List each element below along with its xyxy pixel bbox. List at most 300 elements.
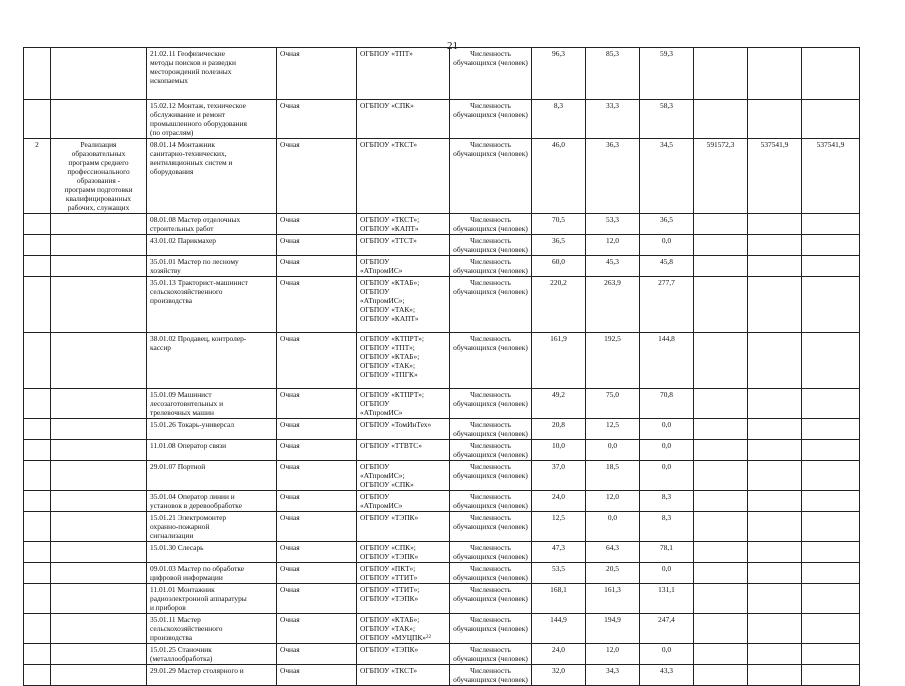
specialty-line: методы поисков и разведки: [150, 58, 236, 67]
specialty-line: 35.01.11 Мастер: [150, 615, 201, 624]
table-row: [24, 665, 860, 686]
value-cell: 220,2: [532, 277, 586, 333]
institution-line: ОГБПОУ «СПК»;: [360, 543, 416, 552]
finance-value: 591572,3: [706, 140, 735, 149]
value-cell: 36,5: [532, 235, 586, 256]
finance-cell: [802, 419, 860, 440]
group-index-cell: [24, 214, 51, 235]
value-cell: 168,1: [532, 584, 586, 614]
value-cell: 0,0: [640, 440, 694, 461]
institution-line: ОГБПОУ «СПК»: [360, 101, 414, 110]
table-body: [24, 48, 860, 686]
table-row: [24, 256, 860, 277]
indicator-cell: [450, 277, 532, 333]
institution-line: ОГБПОУ «ТЭПК»: [360, 552, 419, 561]
indicator-line: Численность: [470, 462, 511, 471]
group-index: 2: [35, 140, 39, 149]
indicator-cell: [450, 256, 532, 277]
value-cell: 59,3: [640, 48, 694, 100]
institution-line: ОГБПОУ «ТАК»;: [360, 624, 416, 633]
finance-cell: [748, 100, 802, 139]
group-title-cell: [51, 48, 147, 100]
form-cell: Очная: [277, 584, 357, 614]
finance-cell: [802, 461, 860, 491]
value-cell: 194,9: [586, 614, 640, 644]
group-title-line: Реализация: [80, 140, 117, 149]
specialty-line: строительных работ: [150, 224, 214, 233]
value-cell: 161,3: [586, 584, 640, 614]
indicator-line: Численность: [470, 645, 511, 654]
value-cell: 58,3: [640, 100, 694, 139]
finance-cell: [694, 461, 748, 491]
group-title-cell: [51, 389, 147, 419]
institution-cell: [357, 614, 450, 644]
group-title-line: программ среднего: [68, 158, 129, 167]
institution-line: ОГБПОУ «КТАБ»;: [360, 278, 420, 287]
table-row: [24, 100, 860, 139]
institution-line: «АТпромИС»;: [360, 471, 405, 480]
finance-cell: [694, 139, 748, 214]
table-row: [24, 440, 860, 461]
institution-line: ОГБПОУ: [360, 257, 390, 266]
value-cell: 47,3: [532, 542, 586, 563]
institution-line: ОГБПОУ «МУЦПК»$^{22}$: [360, 633, 431, 642]
indicator-line: обучающихся (человек): [453, 429, 528, 438]
specialty-line: санитарно-технических,: [150, 149, 227, 158]
indicator-line: обучающихся (человек): [453, 149, 528, 158]
group-index-cell: [24, 563, 51, 584]
indicator-cell: [450, 584, 532, 614]
institution-line: ОГБПОУ «КТАБ»;: [360, 615, 420, 624]
specialty-line: производства: [150, 296, 193, 305]
group-title-line: программ подготовки: [64, 185, 133, 194]
value-cell: 75,0: [586, 389, 640, 419]
institution-line: ОГБПОУ «ТПТ»: [360, 49, 413, 58]
value-cell: 60,0: [532, 256, 586, 277]
specialty-cell: [147, 333, 277, 389]
specialty-cell: [147, 100, 277, 139]
form-cell: Очная: [277, 491, 357, 512]
value-cell: 0,0: [640, 419, 694, 440]
institution-cell: [357, 214, 450, 235]
institution-cell: [357, 665, 450, 686]
value-cell: 0,0: [640, 563, 694, 584]
indicator-line: обучающихся (человек): [453, 399, 528, 408]
value-cell: 131,1: [640, 584, 694, 614]
institution-line: ОГБПОУ «ТТСТ»: [360, 236, 417, 245]
finance-cell: [748, 584, 802, 614]
indicator-line: Численность: [470, 585, 511, 594]
finance-cell: [694, 542, 748, 563]
institution-line: ОГБПОУ «ТЭПК»: [360, 594, 419, 603]
finance-cell: [802, 644, 860, 665]
institution-line: ОГБПОУ «ТТВТС»: [360, 441, 422, 450]
finance-cell: [694, 48, 748, 100]
institution-line: ОГБПОУ «КТАБ»;: [360, 352, 420, 361]
specialty-line: 15.02.12 Монтаж, техническое: [150, 101, 246, 110]
indicator-line: Численность: [470, 513, 511, 522]
value-cell: 0,0: [640, 235, 694, 256]
group-title-cell: [51, 419, 147, 440]
specialty-line: ископаемых: [150, 76, 188, 85]
finance-cell: [802, 100, 860, 139]
indicator-line: Численность: [470, 101, 511, 110]
indicator-line: обучающихся (человек): [453, 594, 528, 603]
value-cell: 20,8: [532, 419, 586, 440]
value-cell: 45,3: [586, 256, 640, 277]
table-row: [24, 419, 860, 440]
finance-cell: [802, 440, 860, 461]
table-row: [24, 512, 860, 542]
finance-cell: [694, 277, 748, 333]
finance-cell: [748, 512, 802, 542]
indicator-cell: [450, 419, 532, 440]
form-cell: Очная: [277, 542, 357, 563]
indicator-line: обучающихся (человек): [453, 522, 528, 531]
specialty-line: обслуживание и ремонт: [150, 110, 226, 119]
institution-cell: [357, 48, 450, 100]
specialty-line: хозяйству: [150, 266, 181, 275]
finance-cell: [694, 214, 748, 235]
finance-cell: [802, 584, 860, 614]
group-title-line: профессионального: [67, 167, 130, 176]
indicator-cell: [450, 614, 532, 644]
form-cell: Очная: [277, 644, 357, 665]
value-cell: 12,5: [532, 512, 586, 542]
value-cell: 161,9: [532, 333, 586, 389]
form-cell: Очная: [277, 389, 357, 419]
finance-cell: [802, 333, 860, 389]
finance-cell: [748, 277, 802, 333]
form-cell: Очная: [277, 461, 357, 491]
table-row: [24, 214, 860, 235]
table-row: [24, 491, 860, 512]
institution-cell: [357, 256, 450, 277]
table-row: [24, 333, 860, 389]
finance-cell: [748, 542, 802, 563]
specialty-cell: [147, 461, 277, 491]
finance-cell: [802, 235, 860, 256]
specialty-line: лесозаготовительных и: [150, 399, 224, 408]
specialty-line: цифровой информации: [150, 573, 223, 582]
indicator-cell: [450, 235, 532, 256]
finance-cell: [748, 440, 802, 461]
table-row: [24, 235, 860, 256]
value-cell: 34,3: [586, 665, 640, 686]
indicator-cell: [450, 214, 532, 235]
form-cell: Очная: [277, 48, 357, 100]
value-cell: 53,5: [532, 563, 586, 584]
value-cell: 12,0: [586, 235, 640, 256]
institution-line: ОГБПОУ «ТКСТ»: [360, 140, 418, 149]
indicator-line: обучающихся (человек): [453, 654, 528, 663]
finance-cell: [748, 614, 802, 644]
value-cell: 247,4: [640, 614, 694, 644]
institution-line: ОГБПОУ «ТЭПК»: [360, 645, 419, 654]
group-title-cell: [51, 614, 147, 644]
finance-value: 537541,9: [816, 140, 845, 149]
institution-line: ОГБПОУ «КТПРТ»;: [360, 334, 424, 343]
finance-cell: [802, 139, 860, 214]
institution-cell: [357, 440, 450, 461]
specialty-line: 08.01.08 Мастер отделочных: [150, 215, 241, 224]
group-title-cell: [51, 100, 147, 139]
form-cell: Очная: [277, 214, 357, 235]
group-title-cell: [51, 563, 147, 584]
specialty-line: 09.01.03 Мастер по обработке: [150, 564, 245, 573]
group-index-cell: [24, 512, 51, 542]
institution-line: «АТпромИС»: [360, 501, 403, 510]
institution-line: ОГБПОУ «ТКСТ»: [360, 666, 418, 675]
form-cell: Очная: [277, 100, 357, 139]
specialty-line: радиоэлектронной аппаратуры: [150, 594, 247, 603]
group-title-cell: [51, 277, 147, 333]
specialty-line: 15.01.09 Машинист: [150, 390, 212, 399]
specialty-cell: [147, 491, 277, 512]
specialty-line: 15.01.25 Станочник: [150, 645, 212, 654]
institution-line: ОГБПОУ «КТПРТ»;: [360, 390, 424, 399]
group-index-cell: [24, 665, 51, 686]
finance-cell: [748, 256, 802, 277]
institution-cell: [357, 277, 450, 333]
finance-cell: [694, 235, 748, 256]
specialty-line: сельскохозяйственного: [150, 624, 223, 633]
institution-line: «АТпромИС»: [360, 408, 403, 417]
form-cell: Очная: [277, 333, 357, 389]
specialty-line: (по отраслям): [150, 128, 194, 137]
table-row: [24, 389, 860, 419]
institution-cell: [357, 512, 450, 542]
finance-cell: [802, 563, 860, 584]
indicator-cell: [450, 644, 532, 665]
institution-cell: [357, 563, 450, 584]
value-cell: 10,0: [532, 440, 586, 461]
value-cell: 8,3: [640, 512, 694, 542]
form-cell: Очная: [277, 277, 357, 333]
indicator-line: обучающихся (человек): [453, 287, 528, 296]
specialty-line: промышленного оборудования: [150, 119, 247, 128]
indicator-line: Численность: [470, 215, 511, 224]
specialty-cell: [147, 644, 277, 665]
institution-line: ОГБПОУ «ТомИнТех»: [360, 420, 432, 429]
finance-cell: [802, 491, 860, 512]
indicator-line: Численность: [470, 278, 511, 287]
group-index-cell: [24, 235, 51, 256]
finance-cell: [802, 256, 860, 277]
value-cell: 0,0: [586, 440, 640, 461]
form-cell: Очная: [277, 563, 357, 584]
group-title-cell: [51, 256, 147, 277]
form-cell: Очная: [277, 512, 357, 542]
finance-cell: [748, 461, 802, 491]
group-title-cell: [51, 542, 147, 563]
value-cell: 12,0: [586, 644, 640, 665]
finance-cell: [694, 644, 748, 665]
specialty-cell: [147, 277, 277, 333]
group-index-cell: [24, 491, 51, 512]
indicator-cell: [450, 100, 532, 139]
institution-line: ОГБПОУ «ТПГК»: [360, 370, 418, 379]
institution-line: ОГБПОУ «КАПТ»: [360, 314, 419, 323]
group-index-cell: [24, 48, 51, 100]
institution-line: ОГБПОУ «ТТИТ»;: [360, 585, 420, 594]
form-cell: Очная: [277, 665, 357, 686]
specialty-line: 29.01.07 Портной: [150, 462, 206, 471]
specialty-cell: [147, 440, 277, 461]
indicator-cell: [450, 461, 532, 491]
specialty-cell: [147, 584, 277, 614]
group-title-line: рабочих, служащих: [67, 203, 130, 212]
indicator-line: Численность: [470, 390, 511, 399]
institution-line: «АТпромИС»;: [360, 296, 405, 305]
value-cell: 33,3: [586, 100, 640, 139]
value-cell: 263,9: [586, 277, 640, 333]
group-title-line: образовательных: [71, 149, 126, 158]
indicator-line: обучающихся (человек): [453, 501, 528, 510]
finance-cell: [694, 100, 748, 139]
group-index-cell: [24, 644, 51, 665]
page-number: 21: [447, 40, 458, 52]
finance-cell: [694, 512, 748, 542]
specialty-cell: [147, 139, 277, 214]
indicator-cell: [450, 542, 532, 563]
value-cell: 96,3: [532, 48, 586, 100]
indicator-line: Численность: [470, 49, 511, 58]
table-row: [24, 461, 860, 491]
institution-cell: [357, 100, 450, 139]
institution-line: ОГБПОУ «ТАК»;: [360, 305, 416, 314]
specialty-cell: [147, 419, 277, 440]
specialty-line: вентиляционных систем и: [150, 158, 233, 167]
value-cell: 45,8: [640, 256, 694, 277]
table-row: [24, 614, 860, 644]
finance-cell: [802, 277, 860, 333]
table-row: [24, 277, 860, 333]
specialty-line: оборудования: [150, 167, 194, 176]
group-title-cell: [51, 584, 147, 614]
institution-cell: [357, 389, 450, 419]
indicator-line: Численность: [470, 615, 511, 624]
value-cell: 78,1: [640, 542, 694, 563]
table-row: [24, 584, 860, 614]
finance-cell: [694, 440, 748, 461]
indicator-line: обучающихся (человек): [453, 343, 528, 352]
group-index-cell: [24, 584, 51, 614]
finance-cell: [748, 665, 802, 686]
specialty-cell: [147, 665, 277, 686]
value-cell: 20,5: [586, 563, 640, 584]
specialty-line: и приборов: [150, 603, 186, 612]
institution-cell: [357, 333, 450, 389]
finance-cell: [748, 333, 802, 389]
finance-cell: [802, 665, 860, 686]
institution-cell: [357, 644, 450, 665]
indicator-cell: [450, 389, 532, 419]
finance-cell: [748, 48, 802, 100]
specialty-line: сельскохозяйственного: [150, 287, 223, 296]
group-title-cell: [51, 491, 147, 512]
group-index-cell: [24, 389, 51, 419]
specialty-line: 35.01.13 Тракторист-машинист: [150, 278, 248, 287]
value-cell: 36,5: [640, 214, 694, 235]
value-cell: 37,0: [532, 461, 586, 491]
institution-cell: [357, 419, 450, 440]
value-cell: 144,9: [532, 614, 586, 644]
form-cell: Очная: [277, 256, 357, 277]
value-cell: 85,3: [586, 48, 640, 100]
institution-cell: [357, 461, 450, 491]
indicator-line: обучающихся (человек): [453, 450, 528, 459]
finance-cell: [748, 563, 802, 584]
value-cell: 24,0: [532, 491, 586, 512]
group-index-cell: [24, 139, 51, 214]
indicator-line: Численность: [470, 334, 511, 343]
indicator-cell: [450, 512, 532, 542]
value-cell: 70,8: [640, 389, 694, 419]
group-title-cell: [51, 512, 147, 542]
footnote-ref: 22: [426, 635, 431, 640]
indicator-cell: [450, 440, 532, 461]
value-cell: 43,3: [640, 665, 694, 686]
group-index-cell: [24, 277, 51, 333]
specialty-cell: [147, 542, 277, 563]
institution-cell: [357, 491, 450, 512]
specialty-cell: [147, 512, 277, 542]
specialty-cell: [147, 256, 277, 277]
finance-cell: [748, 235, 802, 256]
group-index-cell: [24, 100, 51, 139]
specialty-line: установок в деревообработке: [150, 501, 242, 510]
group-title-cell: [51, 214, 147, 235]
value-cell: 12,5: [586, 419, 640, 440]
finance-cell: [802, 214, 860, 235]
finance-cell: [694, 584, 748, 614]
specialty-cell: [147, 214, 277, 235]
value-cell: 53,3: [586, 214, 640, 235]
specialty-line: 29.01.29 Мастер столярного и: [150, 666, 244, 675]
indicator-line: обучающихся (человек): [453, 224, 528, 233]
indicator-line: Численность: [470, 420, 511, 429]
value-cell: 18,5: [586, 461, 640, 491]
finance-cell: [802, 48, 860, 100]
indicator-cell: [450, 333, 532, 389]
value-cell: 8,3: [640, 491, 694, 512]
specialty-line: 35.01.01 Мастер по лесному: [150, 257, 239, 266]
institution-line: ОГБПОУ «ПКТ»;: [360, 564, 416, 573]
institution-cell: [357, 235, 450, 256]
table-row: [24, 644, 860, 665]
indicator-line: обучающихся (человек): [453, 552, 528, 561]
specialty-cell: [147, 48, 277, 100]
institution-line: ОГБПОУ «СПК»: [360, 480, 414, 489]
value-cell: 12,0: [586, 491, 640, 512]
indicator-cell: [450, 563, 532, 584]
specialty-line: производства: [150, 633, 193, 642]
value-cell: 0,0: [640, 461, 694, 491]
finance-cell: [694, 563, 748, 584]
specialty-line: 35.01.04 Оператор линии и: [150, 492, 235, 501]
finance-value: 537541,9: [760, 140, 789, 149]
value-cell: 49,2: [532, 389, 586, 419]
table-row: [24, 542, 860, 563]
finance-cell: [748, 491, 802, 512]
indicator-line: обучающихся (человек): [453, 266, 528, 275]
institution-cell: [357, 542, 450, 563]
indicator-line: Численность: [470, 140, 511, 149]
indicator-line: обучающихся (человек): [453, 110, 528, 119]
institution-cell: [357, 584, 450, 614]
institution-cell: [357, 139, 450, 214]
